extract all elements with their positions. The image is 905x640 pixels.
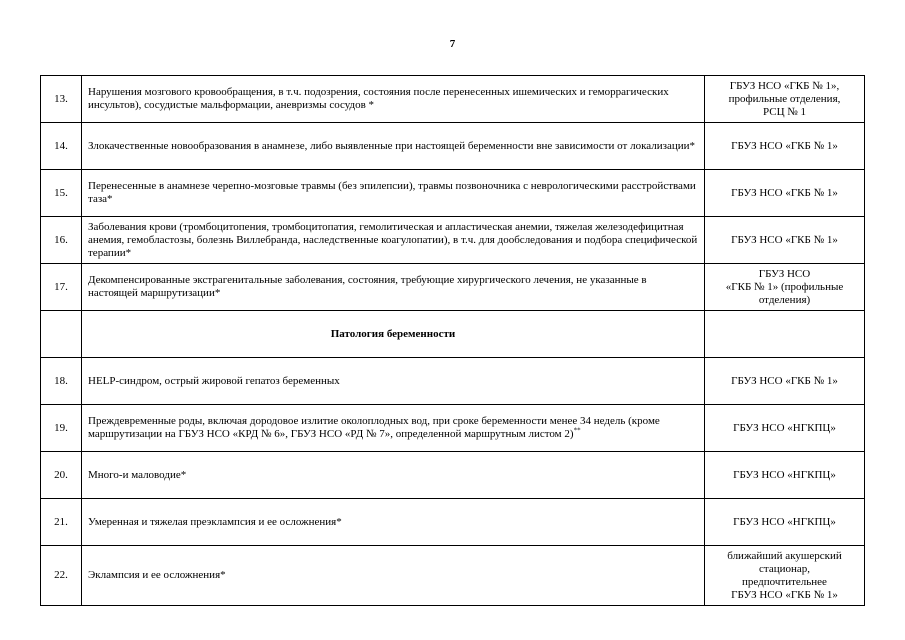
page-number: 7: [449, 38, 456, 50]
row-condition: Нарушения мозгового кровообращения, в т.ч. подозрения, состояния после перенесенных ишемических и геморрагических инсультов), сосудистые мальформации, аневризмы сосудов *: [82, 76, 705, 123]
row-institution: ГБУЗ НСО «ГКБ № 1» (профильные отделения): [705, 264, 865, 311]
row-number: 18.: [41, 358, 82, 405]
row-condition: Заболевания крови (тромбоцитопения, тромбоцитопатия, гемолитическая и апластическая анемии, тяжелая железодефицитная анемия, гемобластозы, болезнь Виллебранда, наследственные коагулопатии), в т.ч. для дообследования и подбора специфической терапии*: [82, 217, 705, 264]
row-institution: ГБУЗ НСО «ГКБ № 1»: [705, 170, 865, 217]
section-title: Патология беременности: [82, 311, 705, 358]
table-row: [41, 76, 865, 123]
row-institution: ближайший акушерский стационар, предпочтительнее ГБУЗ НСО «ГКБ № 1»: [705, 546, 865, 606]
row-number: 13.: [41, 76, 82, 123]
table-row: [41, 217, 865, 264]
row-number: 20.: [41, 452, 82, 499]
table-row: [41, 170, 865, 217]
footnote-mark: **: [573, 426, 581, 435]
table-row: [41, 264, 865, 311]
table-row: [41, 358, 865, 405]
row-number: 22.: [41, 546, 82, 606]
row-condition: Эклампсия и ее осложнения*: [82, 546, 705, 606]
row-condition: Умеренная и тяжелая преэклампсия и ее осложнения*: [82, 499, 705, 546]
row-number: 19.: [41, 405, 82, 452]
section-org-cell: [705, 311, 865, 358]
row-condition: HELP-синдром, острый жировой гепатоз беременных: [82, 358, 705, 405]
row-institution: ГБУЗ НСО «ГКБ № 1», профильные отделения, РСЦ № 1: [705, 76, 865, 123]
row-number: 16.: [41, 217, 82, 264]
table-row: [41, 499, 865, 546]
row-condition: Перенесенные в анамнезе черепно-мозговые травмы (без эпилепсии), травмы позвоночника с неврологическими расстройствами таза*: [82, 170, 705, 217]
row-condition-text: Преждевременные роды, включая дородовое излитие околоплодных вод, при сроке беременности менее 34 недель (кроме маршрутизации на ГБУЗ НСО «КРД № 6», ГБУЗ НСО «РД № 7», определенной маршрутным листом 2): [88, 415, 660, 440]
table-row: [41, 452, 865, 499]
row-number: 17.: [41, 264, 82, 311]
row-condition: Злокачественные новообразования в анамнезе, либо выявленные при настоящей беременности вне зависимости от локализации*: [82, 123, 705, 170]
row-institution: ГБУЗ НСО «ГКБ № 1»: [705, 123, 865, 170]
row-condition: [82, 405, 705, 452]
table-row: [41, 546, 865, 606]
table-row: [41, 405, 865, 452]
table-row: [41, 123, 865, 170]
row-institution: ГБУЗ НСО «НГКПЦ»: [705, 499, 865, 546]
row-condition: Много-и маловодие*: [82, 452, 705, 499]
routing-table: [40, 75, 865, 606]
section-number-cell: [41, 311, 82, 358]
section-row: [41, 311, 865, 358]
row-institution: ГБУЗ НСО «НГКПЦ»: [705, 405, 865, 452]
row-number: 21.: [41, 499, 82, 546]
row-institution: ГБУЗ НСО «ГКБ № 1»: [705, 358, 865, 405]
row-number: 15.: [41, 170, 82, 217]
row-institution: ГБУЗ НСО «ГКБ № 1»: [705, 217, 865, 264]
row-condition: Декомпенсированные экстрагенитальные заболевания, состояния, требующие хирургического лечения, не указанные в настоящей маршрутизации*: [82, 264, 705, 311]
row-number: 14.: [41, 123, 82, 170]
row-institution: ГБУЗ НСО «НГКПЦ»: [705, 452, 865, 499]
